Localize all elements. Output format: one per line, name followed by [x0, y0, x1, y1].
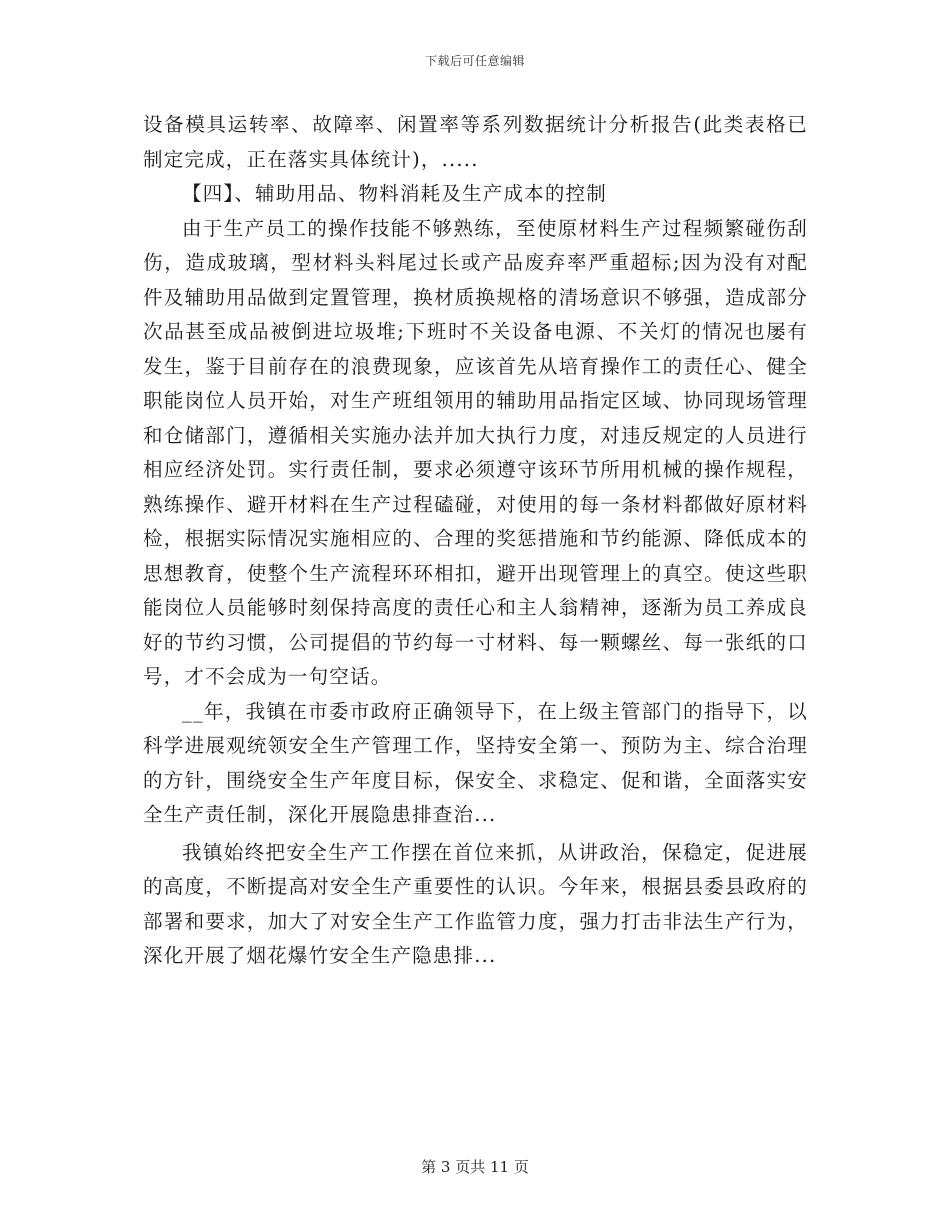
section-heading-cost-control: 【四】、辅助用品、物料消耗及生产成本的控制 [182, 182, 607, 205]
paragraph-waste-control: 由于生产员工的操作技能不够熟练，至使原材料生产过程频繁碰伤刮伤，造成玻璃，型材料头料尾过长或产品废弃率严重超标;因为没有对配件及辅助用品做到定置管理，换材质换规格的清场意识不够强，造成部分次品甚至成品被倒进垃圾堆;下班时不关设备电源、不关灯的情况也屡有发生，鉴于目前存在的浪费现象，应该首先从培育操作工的责任心、健全职能岗位人员开始，对生产班组领用的辅助用品指定区域、协同现场管理和仓储部门，遵循相关实施办法并加大执行力度，对违反规定的人员进行相应经济处罚。实行责任制，要求必须遵守该环节所用机械的操作规程，熟练操作、避开材料在生产过程磕碰，对使用的每一条材料都做好原材料检，根据实际情况实施相应的、合理的奖惩措施和节约能源、降低成本的思想教育，使整个生产流程环环相扣，避开出现管理上的真空。使这些职能岗位人员能够时刻保持高度的责任心和主人翁精神，逐渐为员工养成良好的节约习惯，公司提倡的节约每一寸材料、每一颗螺丝、每一张纸的口号，才不会成为一句空话。 [143, 216, 808, 688]
paragraph-equipment-stats: 设备模具运转率、故障率、闲置率等系列数据统计分析报告(此类表格已制定完成，正在落实具体统计)，..... [143, 113, 808, 171]
document-body [143, 108, 808, 974]
page-number: 第 3 页共 11 页 [421, 1158, 529, 1176]
paragraph-town-safety-summary: __年，我镇在市委市政府正确领导下，在上级主管部门的指导下，以科学进展观统领安全生产管理工作，坚持安全第一、预防为主、综合治理的方针，围绕安全生产年度目标，保安全、求稳定、促和谐，全面落实安全生产责任制，深化开展隐患排查治... [143, 699, 808, 826]
paragraph-safety-priority: 我镇始终把安全生产工作摆在首位来抓，从讲政治，保稳定，促进展的高度，不断提高对安全生产重要性的认识。今年来，根据县委县政府的部署和要求，加大了对安全生产工作监管力度，强力打击非法生产行为，深化开展了烟花爆竹安全生产隐患排... [143, 840, 808, 967]
page-header: 下载后可任意编辑 [424, 54, 525, 68]
